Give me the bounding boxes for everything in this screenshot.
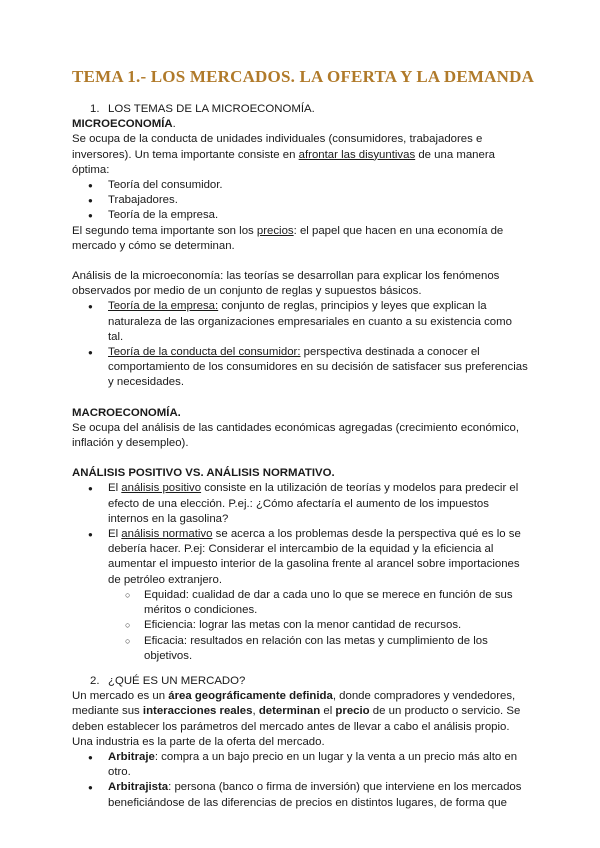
list-item xyxy=(72,299,528,345)
document-page xyxy=(72,66,535,811)
industry-paragraph: Una industria es la parte de la oferta del mercado. xyxy=(72,735,325,748)
section-1-number: 1. xyxy=(90,103,100,115)
normative-underlined: análisis normativo xyxy=(121,528,213,541)
section-2-title: ¿QUÉ ES UN MERCADO? xyxy=(108,674,246,687)
section-2-heading xyxy=(72,674,528,689)
prices-paragraph xyxy=(72,224,528,254)
market-text-c: , donde compradores y vendedores, mediante sus xyxy=(72,690,516,718)
list-item: ○ Equidad: cualidad de dar a cada uno lo que se merece en función de sus méritos o condiciones. xyxy=(72,588,528,618)
micro-paragraph xyxy=(72,132,528,178)
market-text-a: Un mercado es un xyxy=(72,690,169,703)
micro-text-b: de una manera óptima: xyxy=(72,148,495,176)
market-paragraph xyxy=(72,689,528,735)
market-bold-2: interacciones reales xyxy=(142,705,253,718)
positive-text-a: El xyxy=(108,482,122,495)
market-bold-3: determinan xyxy=(258,705,321,718)
list-item xyxy=(72,780,528,810)
analysis-heading: ANÁLISIS POSITIVO VS. ANÁLISIS NORMATIVO. xyxy=(72,467,335,480)
section-1-title: LOS TEMAS DE LA MICROECONOMÍA. xyxy=(108,103,315,115)
theory-consumer-label: Teoría de la conducta del consumidor: xyxy=(108,346,301,359)
list-item: ● Trabajadores. xyxy=(72,193,528,208)
market-bold-1: área geográficamente definida xyxy=(168,690,333,703)
list-item: ○ Eficiencia: lograr las metas con la menor cantidad de recursos. xyxy=(72,618,528,633)
prices-text-a: El segundo tema importante son los xyxy=(72,224,257,237)
list-item: ● Teoría de la empresa. xyxy=(72,208,528,223)
prices-text-b: : el papel que hacen en una economía de mercado y cómo se determinan. xyxy=(72,224,504,252)
positive-underlined: análisis positivo xyxy=(121,482,202,495)
list-item xyxy=(72,345,528,391)
list-item: ○ Eficacia: resultados en relación con las metas y cumplimiento de los objetivos. xyxy=(72,634,528,664)
prices-underlined: precios xyxy=(256,224,294,237)
arbitrage-text: : compra a un bajo precio en un lugar y la venta a un precio más alto en otro. xyxy=(108,750,518,779)
micro-heading-dot: . xyxy=(172,118,176,131)
positive-text-b: consiste en la utilización de teorías y modelos para predecir el efecto de una elección. P.ej.: ¿Cómo afectaría el aumento de los impuestos internos en la gasolina? xyxy=(108,482,519,525)
market-text-e: el xyxy=(320,705,336,718)
macro-paragraph: Se ocupa del análisis de las cantidades económicas agregadas (crecimiento económico, inflación y desempleo). xyxy=(72,421,520,450)
theory-firm-text: conjunto de reglas, principios y leyes que explican la naturaleza de las organizaciones empresariales en cuanto a su existencia como tal. xyxy=(108,300,512,343)
arbitrageur-text: : persona (banco o firma de inversión) que interviene en los mercados beneficiándose de las diferencias de precios en distintos lugares, de forma que xyxy=(108,781,522,809)
micro-topics-list xyxy=(72,178,528,224)
normative-text-a: El xyxy=(108,528,122,541)
list-item xyxy=(72,527,528,664)
analysis-list xyxy=(72,481,528,663)
market-bold-4: precio xyxy=(335,705,370,718)
theories-list xyxy=(72,299,528,390)
page-title: TEMA 1.- LOS MERCADOS. LA OFERTA Y LA DEMANDA xyxy=(72,67,535,86)
section-1-heading xyxy=(72,102,528,117)
micro-text-a: Se ocupa de la conducta de unidades individuales (consumidores, trabajadores e inversores). Un tema importante consiste en xyxy=(72,133,483,161)
arbitrage-list xyxy=(72,750,528,811)
micro-underlined: afrontar las disyuntivas xyxy=(298,148,416,161)
list-item: ● Teoría del consumidor. xyxy=(72,178,528,193)
micro-heading-text: MICROECONOMÍA xyxy=(72,118,173,131)
micro-heading xyxy=(72,117,528,132)
theory-consumer-text: perspectiva destinada a conocer el comportamiento de los consumidores en su decisión de satisfacer sus preferencias y necesidades. xyxy=(108,346,528,389)
normative-text-b: se acerca a los problemas desde la perspectiva qué es lo se debería hacer. P.ej: Considerar el intercambio de la equidad y la eficiencia al aumentar el impuesto interior de la gasolina frente al arancel sobre importaciones de petróleo extranjero. xyxy=(108,528,521,586)
list-item xyxy=(72,750,528,780)
market-text-d: , xyxy=(252,705,259,718)
section-2-number: 2. xyxy=(90,674,100,687)
arbitrageur-term: Arbitrajista xyxy=(108,781,169,794)
theory-firm-label: Teoría de la empresa: xyxy=(108,300,219,313)
market-text-f: de un producto o servicio. Se deben establecer los parámetros del mercado antes de llevar a cabo el análisis propio. xyxy=(72,705,521,733)
arbitrage-term: Arbitraje xyxy=(108,750,155,763)
sub-list xyxy=(72,588,528,664)
list-item xyxy=(72,481,528,527)
macro-heading: MACROECONOMÍA. xyxy=(72,406,181,419)
analysis-paragraph: Análisis de la microeconomía: las teorías se desarrollan para explicar los fenómenos observados por medio de un conjunto de reglas y supuestos básicos. xyxy=(72,270,500,298)
